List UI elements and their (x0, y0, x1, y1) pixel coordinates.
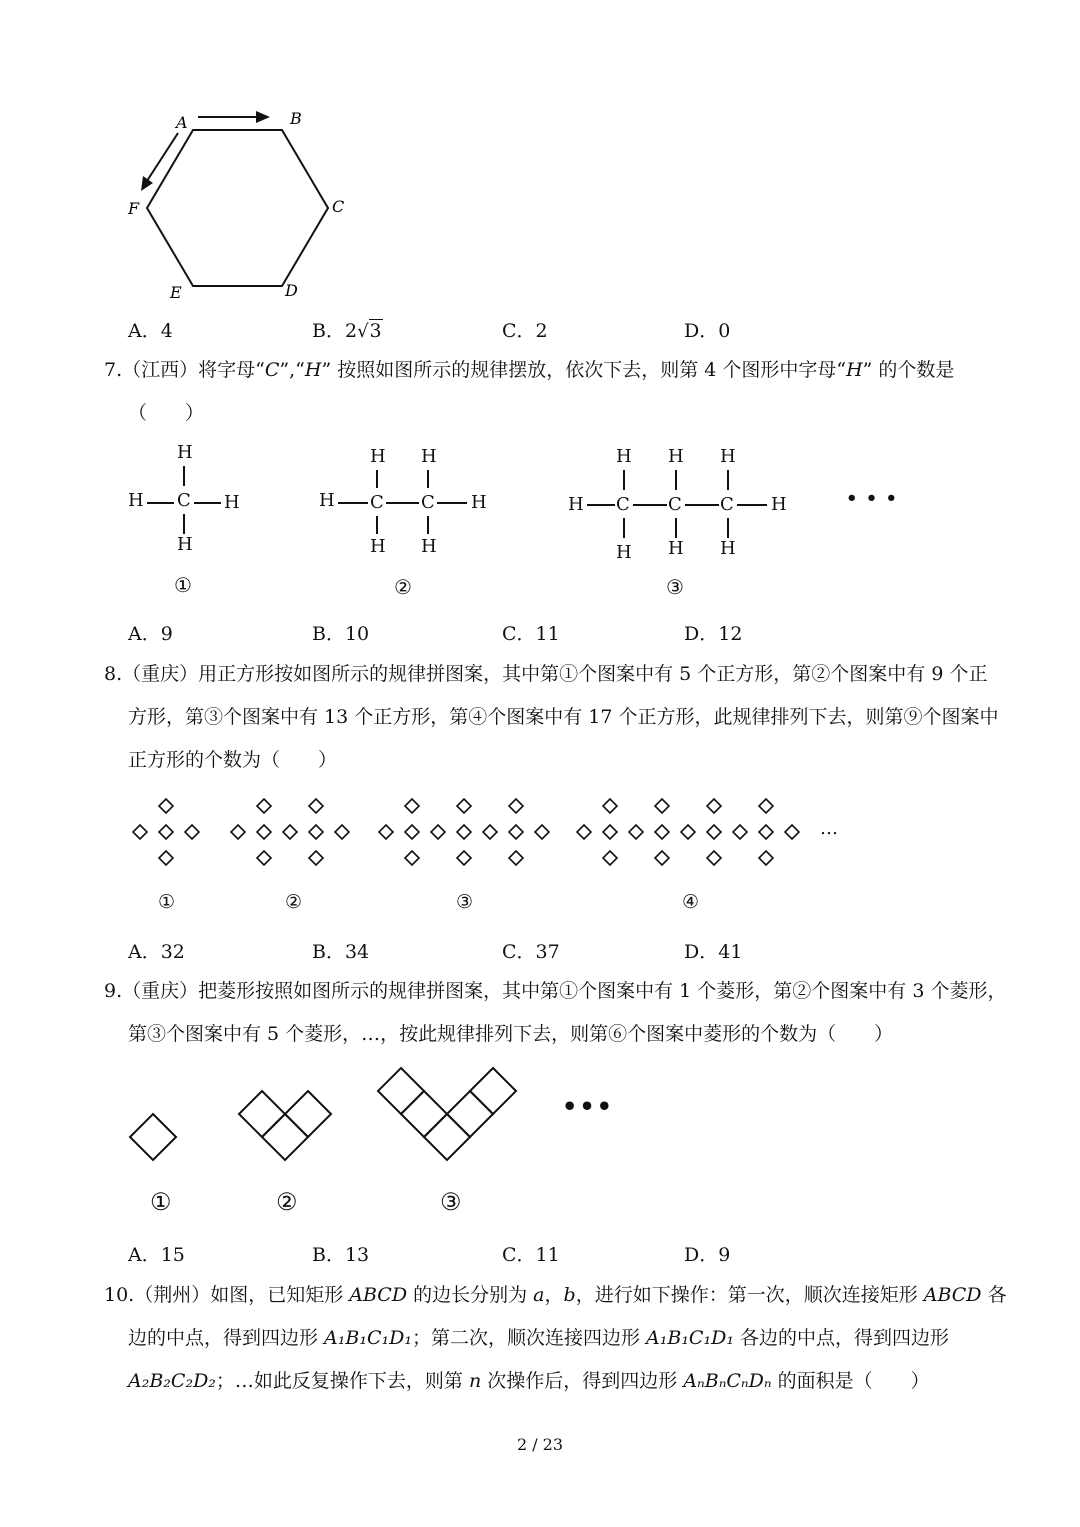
square-tile (257, 851, 271, 865)
q9-option-c: C．11 (502, 1244, 560, 1266)
q10-text: ；第二次，顺次连接四边形 (411, 1327, 647, 1349)
q8-option-b: B．34 (312, 941, 370, 963)
hex-label-e: E (170, 283, 182, 302)
square-tile (159, 799, 173, 813)
bond-vertical (727, 470, 729, 490)
q8-label-2: ② (285, 891, 303, 913)
bond-horizontal (587, 504, 615, 506)
q10-text: ；…如此反复操作下去，则第 (215, 1370, 469, 1392)
rhombus (239, 1091, 285, 1137)
bond-horizontal (147, 502, 174, 504)
q7-option-a: A．9 (128, 623, 173, 645)
bond-vertical (376, 516, 378, 534)
q8-label-3: ③ (456, 891, 474, 913)
square-tile (509, 825, 523, 839)
bond-vertical (376, 470, 378, 488)
square-tile (457, 851, 471, 865)
page-number: 2 / 23 (516, 1435, 564, 1454)
q7-label-3: ③ (666, 575, 684, 599)
bond-horizontal (437, 502, 467, 504)
q8-square-patterns (120, 790, 860, 870)
square-tile (655, 851, 669, 865)
q10-text: 10.（荆州）如图，已知矩形 (104, 1284, 350, 1306)
q10-text: 次操作后，得到四边形 (481, 1370, 684, 1392)
q9-rhombus-patterns (120, 1060, 540, 1180)
hex-label-a: A (176, 113, 188, 132)
hexagon-figure (120, 100, 360, 310)
q10-var: a (533, 1284, 545, 1306)
bond-horizontal (633, 504, 667, 506)
q10-text: 的面积是（ ） (771, 1370, 930, 1392)
q9-option-a: A．15 (128, 1244, 185, 1266)
bond-vertical (623, 470, 625, 490)
atom-h: H (668, 538, 684, 559)
arrow-af (145, 133, 178, 184)
bond-horizontal (338, 502, 368, 504)
square-tile (309, 825, 323, 839)
atom-h: H (128, 490, 144, 511)
hex-label-c: C (332, 197, 345, 216)
bond-horizontal (685, 504, 719, 506)
q7-stem-text-a: 7.（江西）将字母“ (104, 359, 265, 381)
bond-vertical (183, 514, 185, 534)
q10-var: n (468, 1370, 482, 1392)
hex-label-d: D (285, 281, 298, 300)
q7-stem-var-c: C (264, 359, 280, 381)
q7-stem-text-b: ”,“ (279, 359, 305, 381)
square-tile (431, 825, 445, 839)
bond-horizontal (194, 502, 221, 504)
atom-c: C (616, 494, 630, 515)
square-tile (759, 851, 773, 865)
q10-stem-line-1 (104, 1283, 1007, 1307)
square-tile (405, 799, 419, 813)
q6-option-d: D．0 (684, 320, 731, 342)
q10-var: ABCD (923, 1284, 982, 1306)
arrow-ab-head (256, 111, 270, 123)
atom-h: H (616, 542, 632, 563)
square-tile (577, 825, 591, 839)
q10-text: 各边的中点，得到四边形 (733, 1327, 949, 1349)
bond-vertical (675, 518, 677, 538)
square-tile (405, 851, 419, 865)
q7-stem-line-1 (104, 358, 954, 382)
square-tile (379, 825, 393, 839)
q7-label-2: ② (394, 575, 412, 599)
q6-option-b-prefix: B．2 (312, 320, 358, 342)
q7-label-1: ① (174, 573, 192, 597)
atom-h: H (668, 446, 684, 467)
hex-label-f: F (128, 199, 140, 218)
atom-h: H (568, 494, 584, 515)
atom-h: H (224, 492, 240, 513)
atom-c: C (720, 494, 734, 515)
square-tile (509, 851, 523, 865)
atom-h: H (421, 446, 437, 467)
square-tile (655, 825, 669, 839)
q8-stem-line-1: 8.（重庆）用正方形按如图所示的规律拼图案，其中第①个图案中有 5 个正方形，第②个图案中有 9 个正 (104, 663, 988, 685)
q8-ellipsis: … (820, 818, 838, 839)
bond-vertical (183, 466, 185, 486)
atom-h: H (370, 536, 386, 557)
molecule-1 (120, 440, 260, 560)
atom-h: H (616, 446, 632, 467)
atom-c: C (668, 494, 682, 515)
square-tile (283, 825, 297, 839)
square-tile (159, 825, 173, 839)
q7-option-d: D．12 (684, 623, 743, 645)
q7-stem-var-h2: H (846, 359, 863, 381)
atom-h: H (720, 446, 736, 467)
bond-vertical (727, 518, 729, 538)
rhombus (447, 1091, 493, 1137)
sqrt-sign: √ (357, 321, 369, 342)
q8-label-4: ④ (682, 891, 700, 913)
bond-horizontal (386, 502, 419, 504)
square-tile (707, 799, 721, 813)
q7-option-c: C．11 (502, 623, 560, 645)
square-tile (629, 825, 643, 839)
atom-h: H (720, 538, 736, 559)
q8-option-d: D．41 (684, 941, 743, 963)
q10-stem-line-2 (128, 1326, 949, 1350)
square-tile (707, 851, 721, 865)
q8-option-a: A．32 (128, 941, 185, 963)
square-tile (335, 825, 349, 839)
q10-var: A₁B₁C₁D₁ (646, 1327, 734, 1349)
atom-h: H (421, 536, 437, 557)
q10-text: ， (544, 1284, 564, 1306)
q10-var: ABCD (349, 1284, 408, 1306)
q9-label-2: ② (276, 1188, 298, 1216)
square-tile (457, 799, 471, 813)
atom-h: H (370, 446, 386, 467)
square-tile (535, 825, 549, 839)
q9-label-1: ① (150, 1188, 172, 1216)
square-tile (759, 799, 773, 813)
atom-h: H (177, 534, 193, 555)
q9-option-d: D．9 (684, 1244, 731, 1266)
q8-stem-line-3: 正方形的个数为（ ） (128, 749, 338, 771)
bond-horizontal (737, 504, 767, 506)
rhombus-pattern-1 (130, 1114, 176, 1160)
square-tile (257, 799, 271, 813)
square-tile (405, 825, 419, 839)
rhombus (424, 1114, 470, 1160)
square-tile (159, 851, 173, 865)
square-tile (681, 825, 695, 839)
square-tile (733, 825, 747, 839)
q9-stem-line-2: 第③个图案中有 5 个菱形，…，按此规律排列下去，则第⑥个图案中菱形的个数为（ ） (128, 1023, 894, 1045)
square-tile (457, 825, 471, 839)
hex-label-b: B (290, 109, 302, 128)
q6-option-b-root: 3 (369, 320, 382, 342)
molecule-2 (314, 440, 504, 560)
square-tile (785, 825, 799, 839)
q10-var: AₙBₙCₙDₙ (683, 1370, 772, 1392)
atom-h: H (177, 442, 193, 463)
square-tile (603, 825, 617, 839)
molecule-3 (564, 440, 804, 570)
q10-var: A₁B₁C₁D₁ (324, 1327, 412, 1349)
square-tile (483, 825, 497, 839)
q8-option-c: C．37 (502, 941, 560, 963)
arrow-af-head (141, 176, 153, 191)
atom-h: H (471, 492, 487, 513)
square-tile (309, 851, 323, 865)
square-tile (655, 799, 669, 813)
q7-stem-var-h: H (304, 359, 322, 381)
square-tile (509, 799, 523, 813)
atom-c: C (421, 492, 435, 513)
bond-vertical (427, 470, 429, 488)
rhombus (401, 1091, 447, 1137)
rhombus (285, 1091, 331, 1137)
q10-text: 边的中点，得到四边形 (128, 1327, 325, 1349)
q10-stem-line-3 (128, 1369, 930, 1393)
q10-text: ，进行如下操作：第一次，顺次连接矩形 (575, 1284, 924, 1306)
q9-label-3: ③ (440, 1188, 462, 1216)
square-tile (185, 825, 199, 839)
q10-text: 各 (981, 1284, 1007, 1306)
q9-option-b: B．13 (312, 1244, 370, 1266)
atom-h: H (319, 490, 335, 511)
q7-stem-text-c: ” 按照如图所示的规律摆放，依次下去，则第 4 个图形中字母“ (321, 359, 847, 381)
q9-stem-line-1: 9.（重庆）把菱形按照如图所示的规律拼图案，其中第①个图案中有 1 个菱形，第②个图案中有 3 个菱形， (104, 980, 1007, 1002)
q7-stem-text-d: ” 的个数是 (862, 359, 955, 381)
square-tile (133, 825, 147, 839)
q7-option-b: B．10 (312, 623, 370, 645)
q7-stem-line-2: （ ） (128, 402, 205, 424)
q8-stem-line-2: 方形，第③个图案中有 13 个正方形，第④个图案中有 17 个正方形，此规律排列下去，则第⑨个图案中 (128, 706, 999, 728)
rhombus (470, 1068, 516, 1114)
rhombus (378, 1068, 424, 1114)
bond-vertical (675, 470, 677, 490)
rhombus-pattern-3 (378, 1068, 516, 1160)
q6-option-c: C．2 (502, 320, 548, 342)
square-tile (309, 799, 323, 813)
q6-option-a: A．4 (128, 320, 173, 342)
atom-c: C (177, 490, 191, 511)
q10-text: 的边长分别为 (407, 1284, 534, 1306)
bond-vertical (427, 516, 429, 534)
square-tile (257, 825, 271, 839)
square-tile (231, 825, 245, 839)
q7-ellipsis: • • • (846, 488, 899, 509)
q9-ellipsis: ••• (562, 1092, 615, 1121)
square-tile (603, 851, 617, 865)
bond-vertical (623, 518, 625, 538)
rhombus (130, 1114, 176, 1160)
atom-c: C (370, 492, 384, 513)
rhombus (262, 1114, 308, 1160)
q6-option-b (312, 316, 383, 343)
square-tile (603, 799, 617, 813)
hexagon-shape (147, 130, 328, 286)
q8-label-1: ① (158, 891, 176, 913)
q10-var: A₂B₂C₂D₂ (128, 1370, 216, 1392)
square-tile (707, 825, 721, 839)
atom-h: H (771, 494, 787, 515)
square-tile (759, 825, 773, 839)
rhombus-pattern-2 (239, 1091, 331, 1160)
q10-var: b (563, 1284, 576, 1306)
